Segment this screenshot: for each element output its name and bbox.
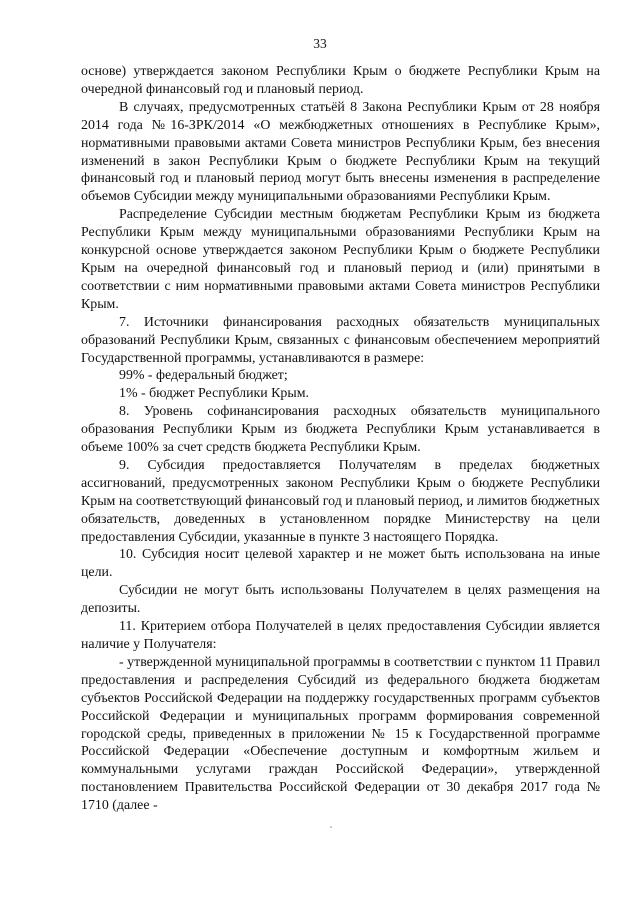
paragraph: Распределение Субсидии местным бюджетам Республики Крым из бюджета Республики Крым между муниципальными образованиями Республики Крым на конкурсной основе утверждается законом Республики Крым о бюджете Республики Крым на очередной финансовый год и плановый период и (или) принятыми в соответствии с ним нормативными правовыми актами Совета министров Республики Крым. xyxy=(81,207,600,312)
paragraph: 9. Субсидия предоставляется Получателям в пределах бюджетных ассигнований, предусмотренных законом Республики Крым о бюджете Республики Крым на соответствующий финансовый год и плановый период, и лимитов бюджетных обязательств, доведенных в установленном порядке Министерству на цели предоставления Субсидии, указанные в пункте 3 настоящего Порядка. xyxy=(81,457,600,545)
paragraph: 11. Критерием отбора Получателей в целях предоставления Субсидии является наличие у Получателя: xyxy=(81,619,600,652)
paragraph: 10. Субсидия носит целевой характер и не может быть использована на иные цели. xyxy=(81,547,600,581)
paragraph: 1% - бюджет Республики Крым. xyxy=(119,386,309,402)
page-number: 33 xyxy=(313,36,327,51)
paragraph: - утвержденной муниципальной программы в соответствии с пунктом 11 Правил предоставления и распределения Субсидий из федерального бюджета бюджетам субъектов Российской Федерации на поддержку государственных программ субъектов Российской Федерации и муниципальных программ формирования современной городской среды, приведенных в приложении № 15 к Государственной программе Российской Федерации «Обеспечение доступным и комфортным жильем и коммунальными услугами граждан Российской Федерации», утвержденной постановлением Правительства Российской Федерации от 30 декабря 2017 года № 1710 (далее - xyxy=(81,654,600,814)
scan-speck xyxy=(330,826,332,828)
paragraph: 7. Источники финансирования расходных обязательств муниципальных образований Республики Крым, связанных с финансовым обеспечением мероприятий Государственной программы, устанавливаются в размере: xyxy=(81,314,600,366)
paragraph: 8. Уровень софинансирования расходных обязательств муниципального образования Республики Крым из бюджета Республики Крым устанавливается в объеме 100% за счет средств бюджета Республики Крым. xyxy=(81,404,600,456)
paragraph: Субсидии не могут быть использованы Получателем в целях размещения на депозиты. xyxy=(81,583,600,617)
paragraph: В случаях, предусмотренных статьёй 8 Закона Республики Крым от 28 ноября 2014 года №16-ЗРК/2014 «О межбюджетных отношениях в Республике Крым», нормативными правовыми актами Совета министров Республики Крым, без внесения изменений в закон Республики Крым о бюджете Республики Крым на текущий финансовый год и плановый период могут быть внесены изменения в распределение объемов Субсидии между муниципальными образованиями Республики Крым. xyxy=(81,99,600,205)
document-body xyxy=(81,63,600,815)
paragraph: основе) утверждается законом Республики Крым о бюджете Республики Крым на очередной финансовый год и плановый период. xyxy=(81,64,600,97)
paragraph: 99% - федеральный бюджет; xyxy=(119,368,288,384)
